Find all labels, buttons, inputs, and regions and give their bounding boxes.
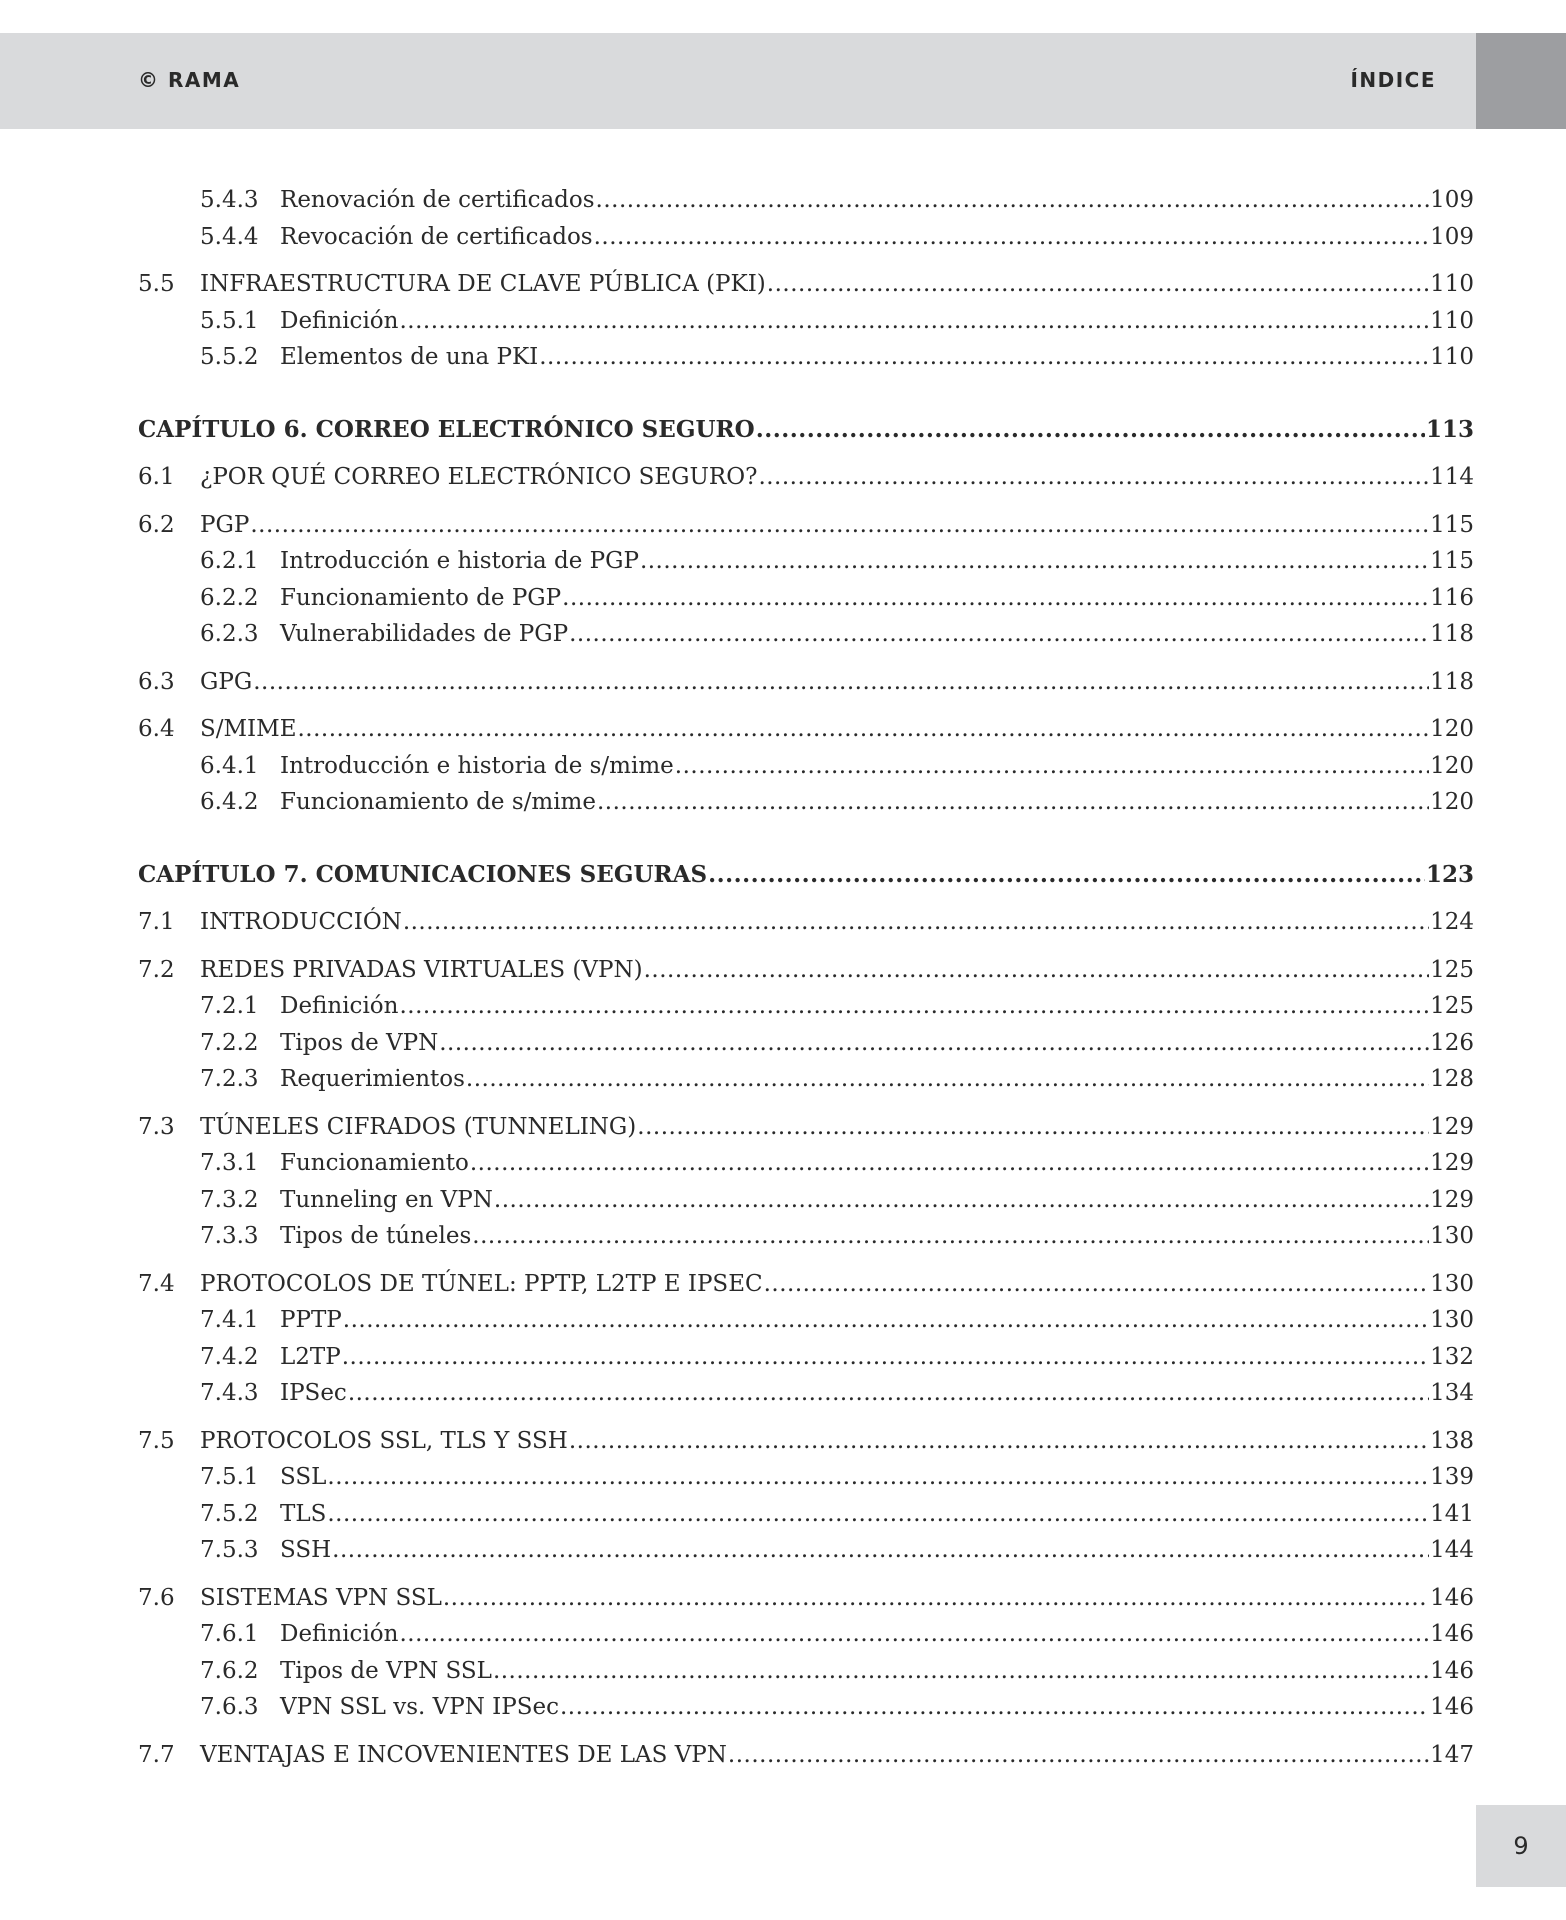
toc-entry-page: 129 <box>1430 1186 1474 1213</box>
toc-entry[interactable] <box>138 543 1474 580</box>
toc-entry[interactable] <box>138 616 1474 653</box>
toc-entry-number: 6.2 <box>138 511 175 538</box>
dot-leader <box>250 507 1429 544</box>
toc-entry-title: GPG <box>200 668 253 695</box>
dot-leader <box>443 1580 1429 1617</box>
page-header-tab <box>1476 33 1566 129</box>
toc-entry[interactable] <box>138 711 1474 748</box>
dot-leader <box>767 266 1429 303</box>
toc-entry[interactable] <box>138 664 1474 701</box>
dot-leader <box>297 711 1429 748</box>
toc-entry-number: 7.4.3 <box>200 1380 259 1406</box>
toc-entry-title: IPSec <box>280 1380 347 1406</box>
dot-leader <box>403 904 1429 941</box>
dot-leader <box>644 952 1430 989</box>
dot-leader <box>439 1025 1429 1062</box>
toc-entry-title: Renovación de certificados <box>280 187 595 213</box>
toc-entry-number: 6.2.1 <box>200 548 259 574</box>
toc-entry-number: 7.6 <box>138 1584 175 1611</box>
toc-entry[interactable] <box>138 1145 1474 1182</box>
toc-entry-number: 6.4.2 <box>200 789 259 815</box>
toc-entry[interactable] <box>138 1339 1474 1376</box>
dot-leader <box>708 857 1425 894</box>
toc-entry-title: PGP <box>200 511 250 538</box>
dot-leader <box>493 1653 1429 1690</box>
dot-leader <box>560 1689 1429 1726</box>
toc-entry-page: 146 <box>1430 1657 1474 1684</box>
toc-entry[interactable] <box>138 1375 1474 1412</box>
toc-entry-page: 146 <box>1430 1621 1474 1647</box>
toc-entry-number: 7.2 <box>138 956 175 983</box>
toc-entry[interactable] <box>138 988 1474 1025</box>
table-of-contents <box>138 182 1474 1773</box>
toc-entry-number: 7.1 <box>138 909 175 935</box>
dot-leader <box>342 1339 1429 1376</box>
toc-entry-page: 120 <box>1430 789 1474 815</box>
toc-entry-title: S/MIME <box>200 716 297 742</box>
toc-entry-number: 7.6.2 <box>200 1657 259 1684</box>
dot-leader <box>764 1266 1430 1303</box>
toc-entry-number: 5.5.1 <box>200 307 259 334</box>
toc-entry-page: 120 <box>1430 752 1474 779</box>
toc-entry-number: 6.4.1 <box>200 752 259 779</box>
toc-entry-title: TÚNELES CIFRADOS (TUNNELING) <box>200 1113 637 1140</box>
toc-entry-page: 128 <box>1430 1066 1474 1092</box>
toc-entry-number: 5.4.3 <box>200 187 259 213</box>
toc-entry-title: Funcionamiento de PGP <box>280 584 562 611</box>
toc-entry-title: Funcionamiento <box>280 1150 469 1176</box>
toc-entry-number: 7.4.1 <box>200 1307 259 1333</box>
toc-entry[interactable] <box>138 1532 1474 1569</box>
toc-entry[interactable] <box>138 1109 1474 1146</box>
toc-entry-number: 6.2.3 <box>200 621 259 647</box>
toc-entry[interactable] <box>138 580 1474 617</box>
toc-entry-number: 7.3.2 <box>200 1186 259 1213</box>
dot-leader <box>640 543 1429 580</box>
toc-entry-title: ¿POR QUÉ CORREO ELECTRÓNICO SEGURO? <box>200 464 758 490</box>
toc-entry[interactable] <box>138 1061 1474 1098</box>
toc-entry-page: 144 <box>1430 1537 1474 1563</box>
dot-leader <box>637 1109 1429 1146</box>
toc-entry-title: SSL <box>280 1464 327 1490</box>
toc-chapter-entry[interactable] <box>138 857 1474 894</box>
toc-entry[interactable] <box>138 1218 1474 1255</box>
page-number: 9 <box>1513 1832 1529 1860</box>
toc-entry-title: Tipos de túneles <box>280 1223 472 1249</box>
toc-entry-number: 7.3.3 <box>200 1223 259 1249</box>
dot-leader <box>470 1145 1429 1182</box>
toc-entry-title: VENTAJAS E INCOVENIENTES DE LAS VPN <box>200 1741 727 1768</box>
toc-entry-title: Requerimientos <box>280 1066 465 1092</box>
toc-entry-title: VPN SSL vs. VPN IPSec <box>280 1694 559 1720</box>
toc-entry-title: SSH <box>280 1537 332 1563</box>
toc-entry[interactable] <box>138 339 1474 376</box>
dot-leader <box>728 1737 1429 1774</box>
toc-entry-page: 115 <box>1430 548 1474 574</box>
toc-chapter-title: CAPÍTULO 7. COMUNICACIONES SEGURAS <box>138 860 708 888</box>
toc-entry[interactable] <box>138 1616 1474 1653</box>
toc-entry-number: 7.4.2 <box>200 1343 259 1370</box>
toc-entry[interactable] <box>138 219 1474 256</box>
toc-entry-page: 139 <box>1430 1464 1474 1490</box>
toc-entry-page: 110 <box>1430 271 1474 297</box>
toc-entry[interactable] <box>138 182 1474 219</box>
dot-leader <box>327 1459 1429 1496</box>
toc-entry-title: PROTOCOLOS DE TÚNEL: PPTP, L2TP E IPSEC <box>200 1270 763 1297</box>
dot-leader <box>596 182 1430 219</box>
dot-leader <box>594 219 1429 256</box>
toc-entry[interactable] <box>138 303 1474 340</box>
dot-leader <box>348 1375 1429 1412</box>
toc-entry-number: 7.5.3 <box>200 1537 259 1563</box>
header-publisher: © RAMA <box>138 68 241 92</box>
dot-leader <box>675 748 1429 785</box>
toc-entry[interactable] <box>138 1302 1474 1339</box>
toc-entry-page: 138 <box>1430 1427 1474 1454</box>
toc-entry-number: 6.1 <box>138 464 175 490</box>
toc-entry-page: 110 <box>1430 344 1474 370</box>
dot-leader <box>399 303 1429 340</box>
toc-entry-number: 7.2.2 <box>200 1029 259 1056</box>
toc-entry[interactable] <box>138 507 1474 544</box>
toc-entry-number: 5.5.2 <box>200 344 259 370</box>
toc-entry-number: 7.7 <box>138 1741 175 1768</box>
toc-entry[interactable] <box>138 748 1474 785</box>
toc-entry-title: TLS <box>280 1500 327 1527</box>
dot-leader <box>569 1423 1429 1460</box>
dot-leader <box>343 1302 1429 1339</box>
toc-entry-number: 6.2.2 <box>200 584 259 611</box>
toc-entry-page: 130 <box>1430 1307 1474 1333</box>
toc-entry-page: 113 <box>1425 415 1474 443</box>
toc-entry-title: Elementos de una PKI <box>280 344 539 370</box>
dot-leader <box>327 1496 1429 1533</box>
toc-entry-page: 132 <box>1430 1343 1474 1370</box>
toc-entry-page: 134 <box>1430 1380 1474 1406</box>
toc-entry-title: Funcionamiento de s/mime <box>280 789 596 815</box>
toc-entry-page: 109 <box>1430 223 1474 250</box>
toc-entry-title: Introducción e historia de s/mime <box>280 752 674 779</box>
toc-entry-page: 118 <box>1430 668 1474 695</box>
dot-leader <box>597 784 1429 821</box>
dot-leader <box>253 664 1429 701</box>
toc-entry-page: 126 <box>1430 1029 1474 1056</box>
toc-entry-number: 7.6.1 <box>200 1621 259 1647</box>
dot-leader <box>539 339 1429 376</box>
toc-entry-number: 6.4 <box>138 716 175 742</box>
toc-entry-title: Definición <box>280 307 399 334</box>
toc-entry-page: 147 <box>1430 1741 1474 1768</box>
toc-entry-page: 115 <box>1430 511 1474 538</box>
toc-entry-page: 146 <box>1430 1584 1474 1611</box>
toc-entry[interactable] <box>138 1182 1474 1219</box>
toc-entry[interactable] <box>138 1580 1474 1617</box>
toc-entry-title: L2TP <box>280 1343 341 1370</box>
toc-entry[interactable] <box>138 952 1474 989</box>
toc-entry-page: 110 <box>1430 307 1474 334</box>
dot-leader <box>466 1061 1429 1098</box>
toc-entry-page: 129 <box>1430 1113 1474 1140</box>
toc-entry-title: Vulnerabilidades de PGP <box>280 621 569 647</box>
toc-entry-page: 125 <box>1430 993 1474 1019</box>
toc-entry-title: Revocación de certificados <box>280 223 593 250</box>
toc-entry-number: 7.2.3 <box>200 1066 259 1092</box>
toc-entry-number: 7.4 <box>138 1270 175 1297</box>
toc-entry-page: 109 <box>1430 187 1474 213</box>
toc-entry-title: Introducción e historia de PGP <box>280 548 639 574</box>
dot-leader <box>332 1532 1429 1569</box>
toc-entry-title: PROTOCOLOS SSL, TLS Y SSH <box>200 1427 568 1454</box>
toc-entry[interactable] <box>138 1653 1474 1690</box>
dot-leader <box>472 1218 1429 1255</box>
toc-entry-number: 7.5.2 <box>200 1500 259 1527</box>
toc-entry-page: 124 <box>1430 909 1474 935</box>
toc-entry-number: 7.5 <box>138 1427 175 1454</box>
toc-entry-number: 7.5.1 <box>200 1464 259 1490</box>
toc-entry-number: 7.2.1 <box>200 993 259 1019</box>
toc-entry-title: Definición <box>280 1621 399 1647</box>
header-section-title: ÍNDICE <box>1350 68 1436 92</box>
toc-entry[interactable] <box>138 1025 1474 1062</box>
dot-leader <box>399 1616 1429 1653</box>
toc-entry-title: INFRAESTRUCTURA DE CLAVE PÚBLICA (PKI) <box>200 271 766 297</box>
dot-leader <box>756 412 1425 449</box>
toc-entry-title: SISTEMAS VPN SSL <box>200 1584 442 1611</box>
toc-entry-page: 141 <box>1430 1500 1474 1527</box>
toc-chapter-title: CAPÍTULO 6. CORREO ELECTRÓNICO SEGURO <box>138 415 755 443</box>
toc-entry[interactable] <box>138 1266 1474 1303</box>
toc-entry[interactable] <box>138 1689 1474 1726</box>
toc-entry-page: 146 <box>1430 1694 1474 1720</box>
toc-entry-title: REDES PRIVADAS VIRTUALES (VPN) <box>200 956 643 983</box>
toc-entry-page: 130 <box>1430 1223 1474 1249</box>
toc-entry-page: 123 <box>1425 860 1474 888</box>
toc-entry-title: Tipos de VPN SSL <box>280 1657 492 1684</box>
toc-chapter-entry[interactable] <box>138 412 1474 449</box>
dot-leader <box>758 459 1429 496</box>
toc-entry-title: Definición <box>280 993 399 1019</box>
toc-entry-number: 7.3.1 <box>200 1150 259 1176</box>
toc-entry[interactable] <box>138 1459 1474 1496</box>
toc-entry-number: 7.3 <box>138 1113 175 1140</box>
toc-entry-number: 5.5 <box>138 271 175 297</box>
toc-entry-page: 114 <box>1430 464 1474 490</box>
toc-entry-page: 125 <box>1430 956 1474 983</box>
toc-entry-title: PPTP <box>280 1307 342 1333</box>
toc-entry-number: 7.6.3 <box>200 1694 259 1720</box>
toc-entry[interactable] <box>138 266 1474 303</box>
dot-leader <box>399 988 1429 1025</box>
toc-entry-page: 118 <box>1430 621 1474 647</box>
dot-leader <box>562 580 1429 617</box>
dot-leader <box>494 1182 1429 1219</box>
toc-entry[interactable] <box>138 784 1474 821</box>
toc-entry-number: 5.4.4 <box>200 223 259 250</box>
toc-entry-title: INTRODUCCIÓN <box>200 909 402 935</box>
toc-entry[interactable] <box>138 1496 1474 1533</box>
toc-entry-number: 6.3 <box>138 668 175 695</box>
toc-entry[interactable] <box>138 1423 1474 1460</box>
toc-entry-title: Tipos de VPN <box>280 1029 439 1056</box>
toc-entry-page: 120 <box>1430 716 1474 742</box>
toc-entry-title: Tunneling en VPN <box>280 1186 493 1213</box>
toc-entry[interactable] <box>138 904 1474 941</box>
toc-entry-page: 130 <box>1430 1270 1474 1297</box>
toc-entry-page: 129 <box>1430 1150 1474 1176</box>
dot-leader <box>569 616 1429 653</box>
toc-entry[interactable] <box>138 459 1474 496</box>
toc-entry[interactable] <box>138 1737 1474 1774</box>
toc-entry-page: 116 <box>1430 584 1474 611</box>
